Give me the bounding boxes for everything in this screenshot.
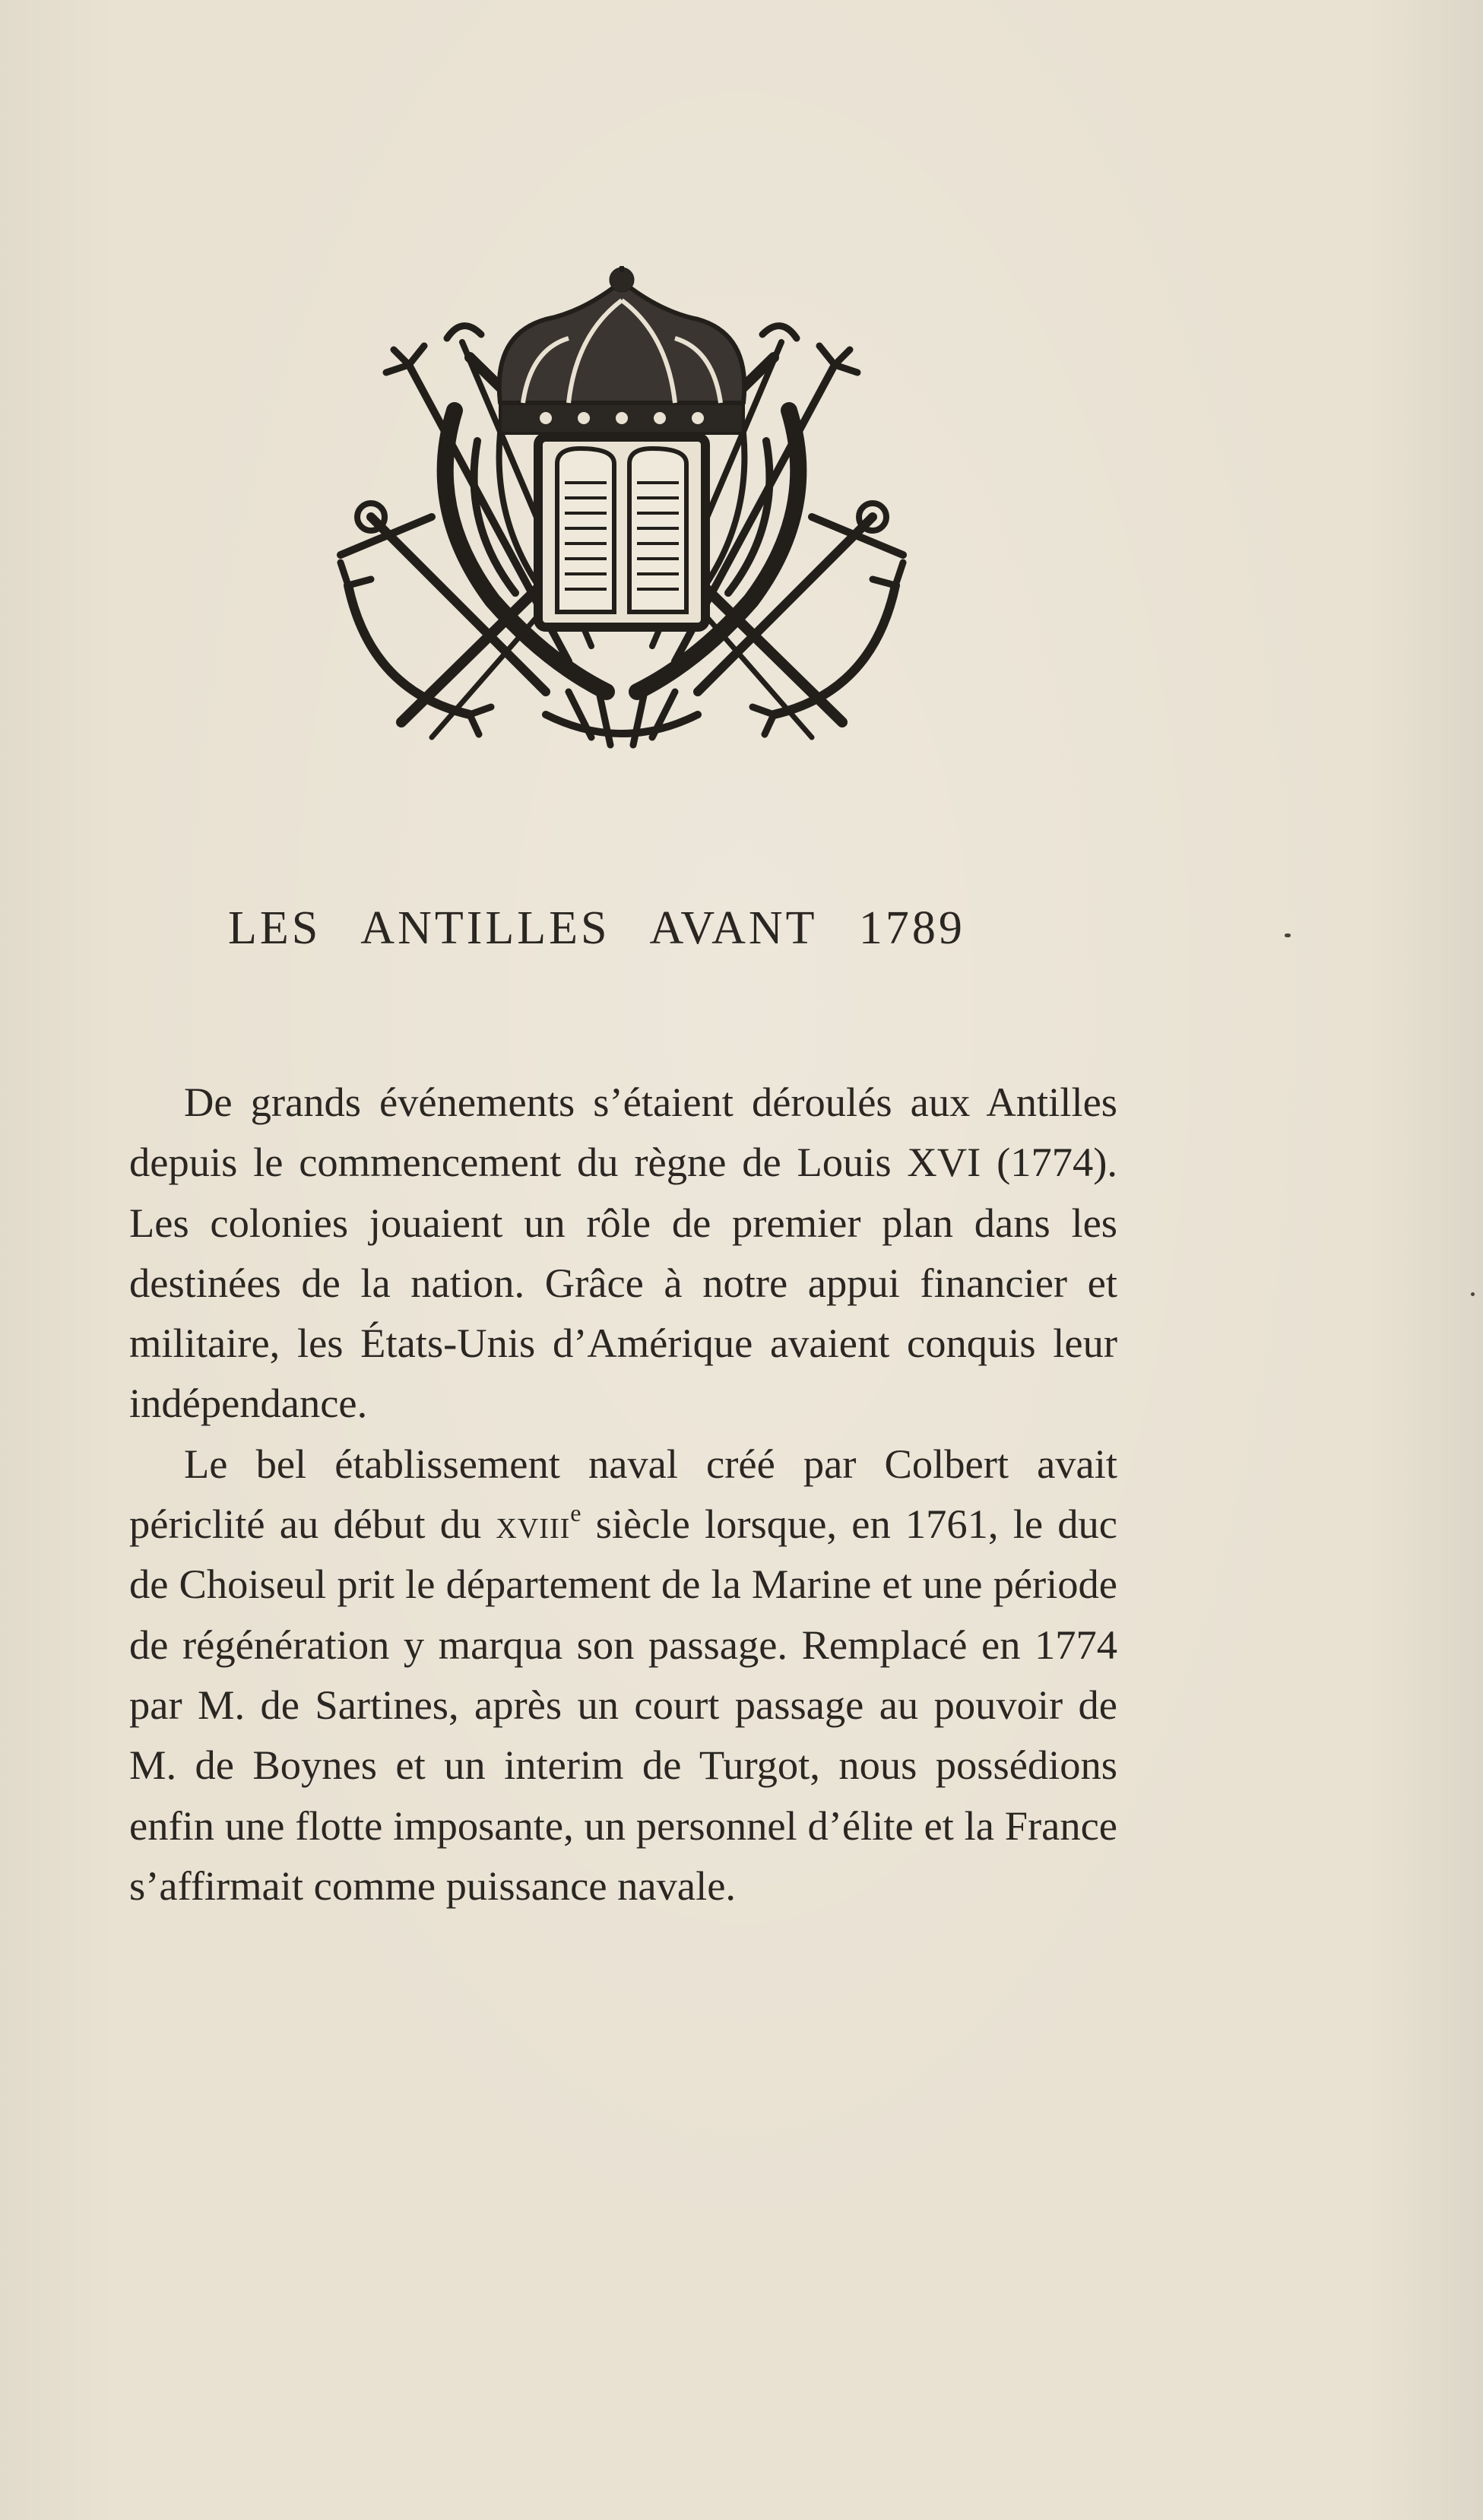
body-text <box>129 1072 1117 1916</box>
ink-speck <box>1471 1292 1475 1296</box>
century-superscript: e <box>570 1499 581 1527</box>
chapter-title: LES ANTILLES AVANT 1789 <box>228 902 965 954</box>
paragraph-text: siècle lorsque, en 1761, le duc de Choiseul prit le département de la Marine et une période de régénération y marqua son passage. Remplacé en 1774 par M. de Sartines, après un court passage au pouvoir de M. de Boynes et un interim de Turgot, nous possédions enfin une flotte imposante, un personnel d’élite et la France s’affirmait comme puissance navale. <box>129 1501 1117 1909</box>
paragraph <box>129 1434 1117 1916</box>
royal-navy-crest-icon <box>318 266 926 760</box>
paragraph-text: Le bel établissement naval créé par Colbert avait périclité au début du <box>129 1440 1117 1548</box>
ink-speck <box>1285 934 1291 937</box>
century-numeral: xviii <box>496 1501 571 1548</box>
paragraph: De grands événements s’étaient déroulés aux Antilles depuis le commencement du règne de Louis XVI (1774). Les colonies jouaient un rôle de premier plan dans les destinées de la nation. Grâce à notre appui financier et militaire, les États-Unis d’Amérique avaient conquis leur indépendance. <box>129 1079 1117 1427</box>
